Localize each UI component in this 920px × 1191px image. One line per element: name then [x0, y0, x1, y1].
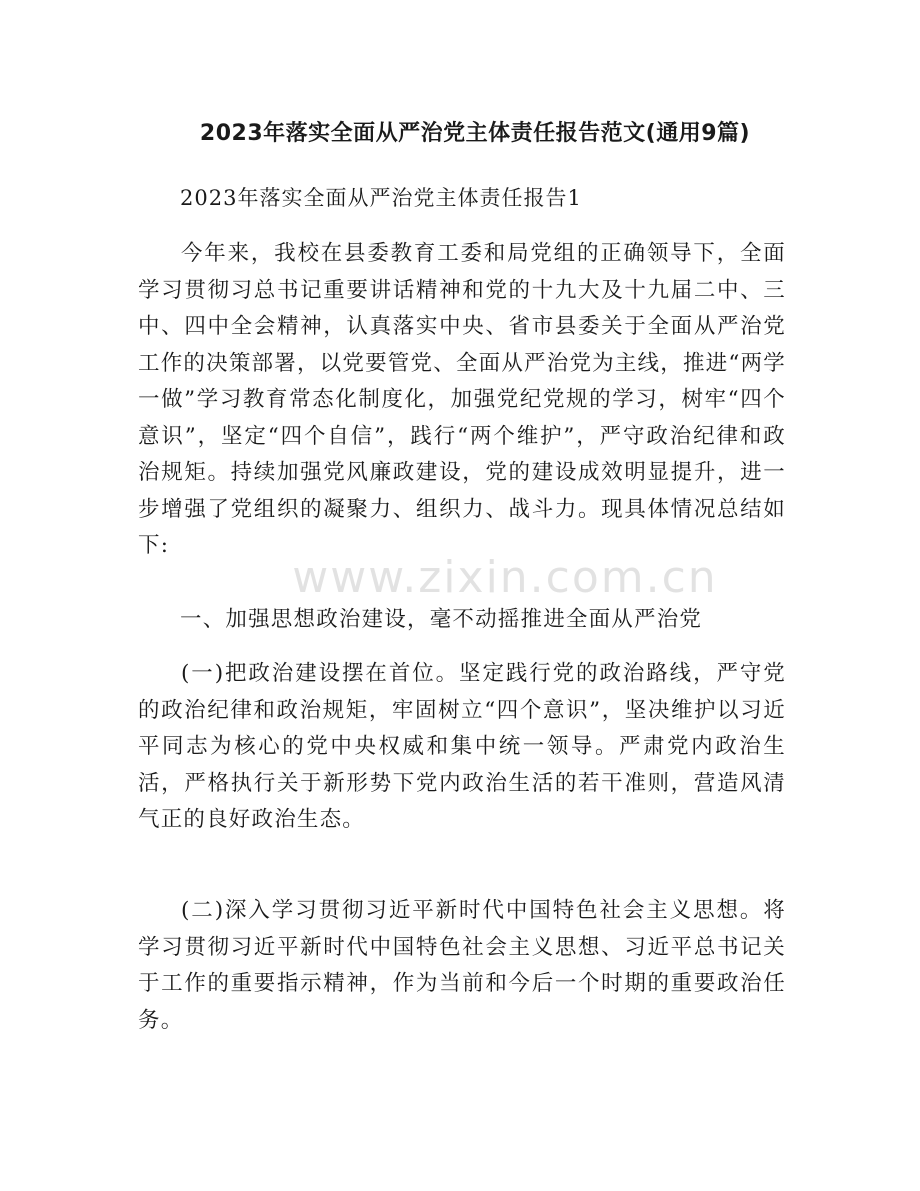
- paragraph-political-building: (一)把政治建设摆在首位。坚定践行党的政治路线，严守党的政治纪律和政治规矩，牢固树立“四个意识”，坚决维护以习近平同志为核心的党中央权威和集中统一领导。严肃党内政治生活，严格执行关于新形势下党内政治生活的若干准则，营造风清气正的良好政治生态。: [138, 661, 786, 832]
- document-title: 2023年落实全面从严治党主体责任报告范文(通用9篇): [199, 121, 751, 146]
- paragraph-study-thought: (二)深入学习贯彻习近平新时代中国特色社会主义思想。将学习贯彻习近平新时代中国特色社会主义思想、习近平总书记关于工作的重要指示精神，作为当前和今后一个时期的重要政治任务。: [138, 898, 786, 1033]
- watermark: www.zixin.com.cn: [292, 552, 718, 603]
- document-subtitle: 2023年落实全面从严治党主体责任报告1: [180, 186, 582, 210]
- section-heading-1: 一、加强思想政治建设，毫不动摇推进全面从严治党: [180, 607, 703, 632]
- paragraph-intro: 今年来，我校在县委教育工委和局党组的正确领导下，全面学习贯彻习总书记重要讲话精神和党的十九大及十九届二中、三中、四中全会精神，认真落实中央、省市县委关于全面从严治党工作的决策部署，以党要管党、全面从严治党为主线，推进“两学一做”学习教育常态化制度化，加强党纪党规的学习，树牢“四个意识”，坚定“四个自信”，践行“两个维护”，严守政治纪律和政治规矩。持续加强党风廉政建设，党的建设成效明显提升，进一步增强了党组织的凝聚力、组织力、战斗力。现具体情况总结如下:: [138, 241, 786, 558]
